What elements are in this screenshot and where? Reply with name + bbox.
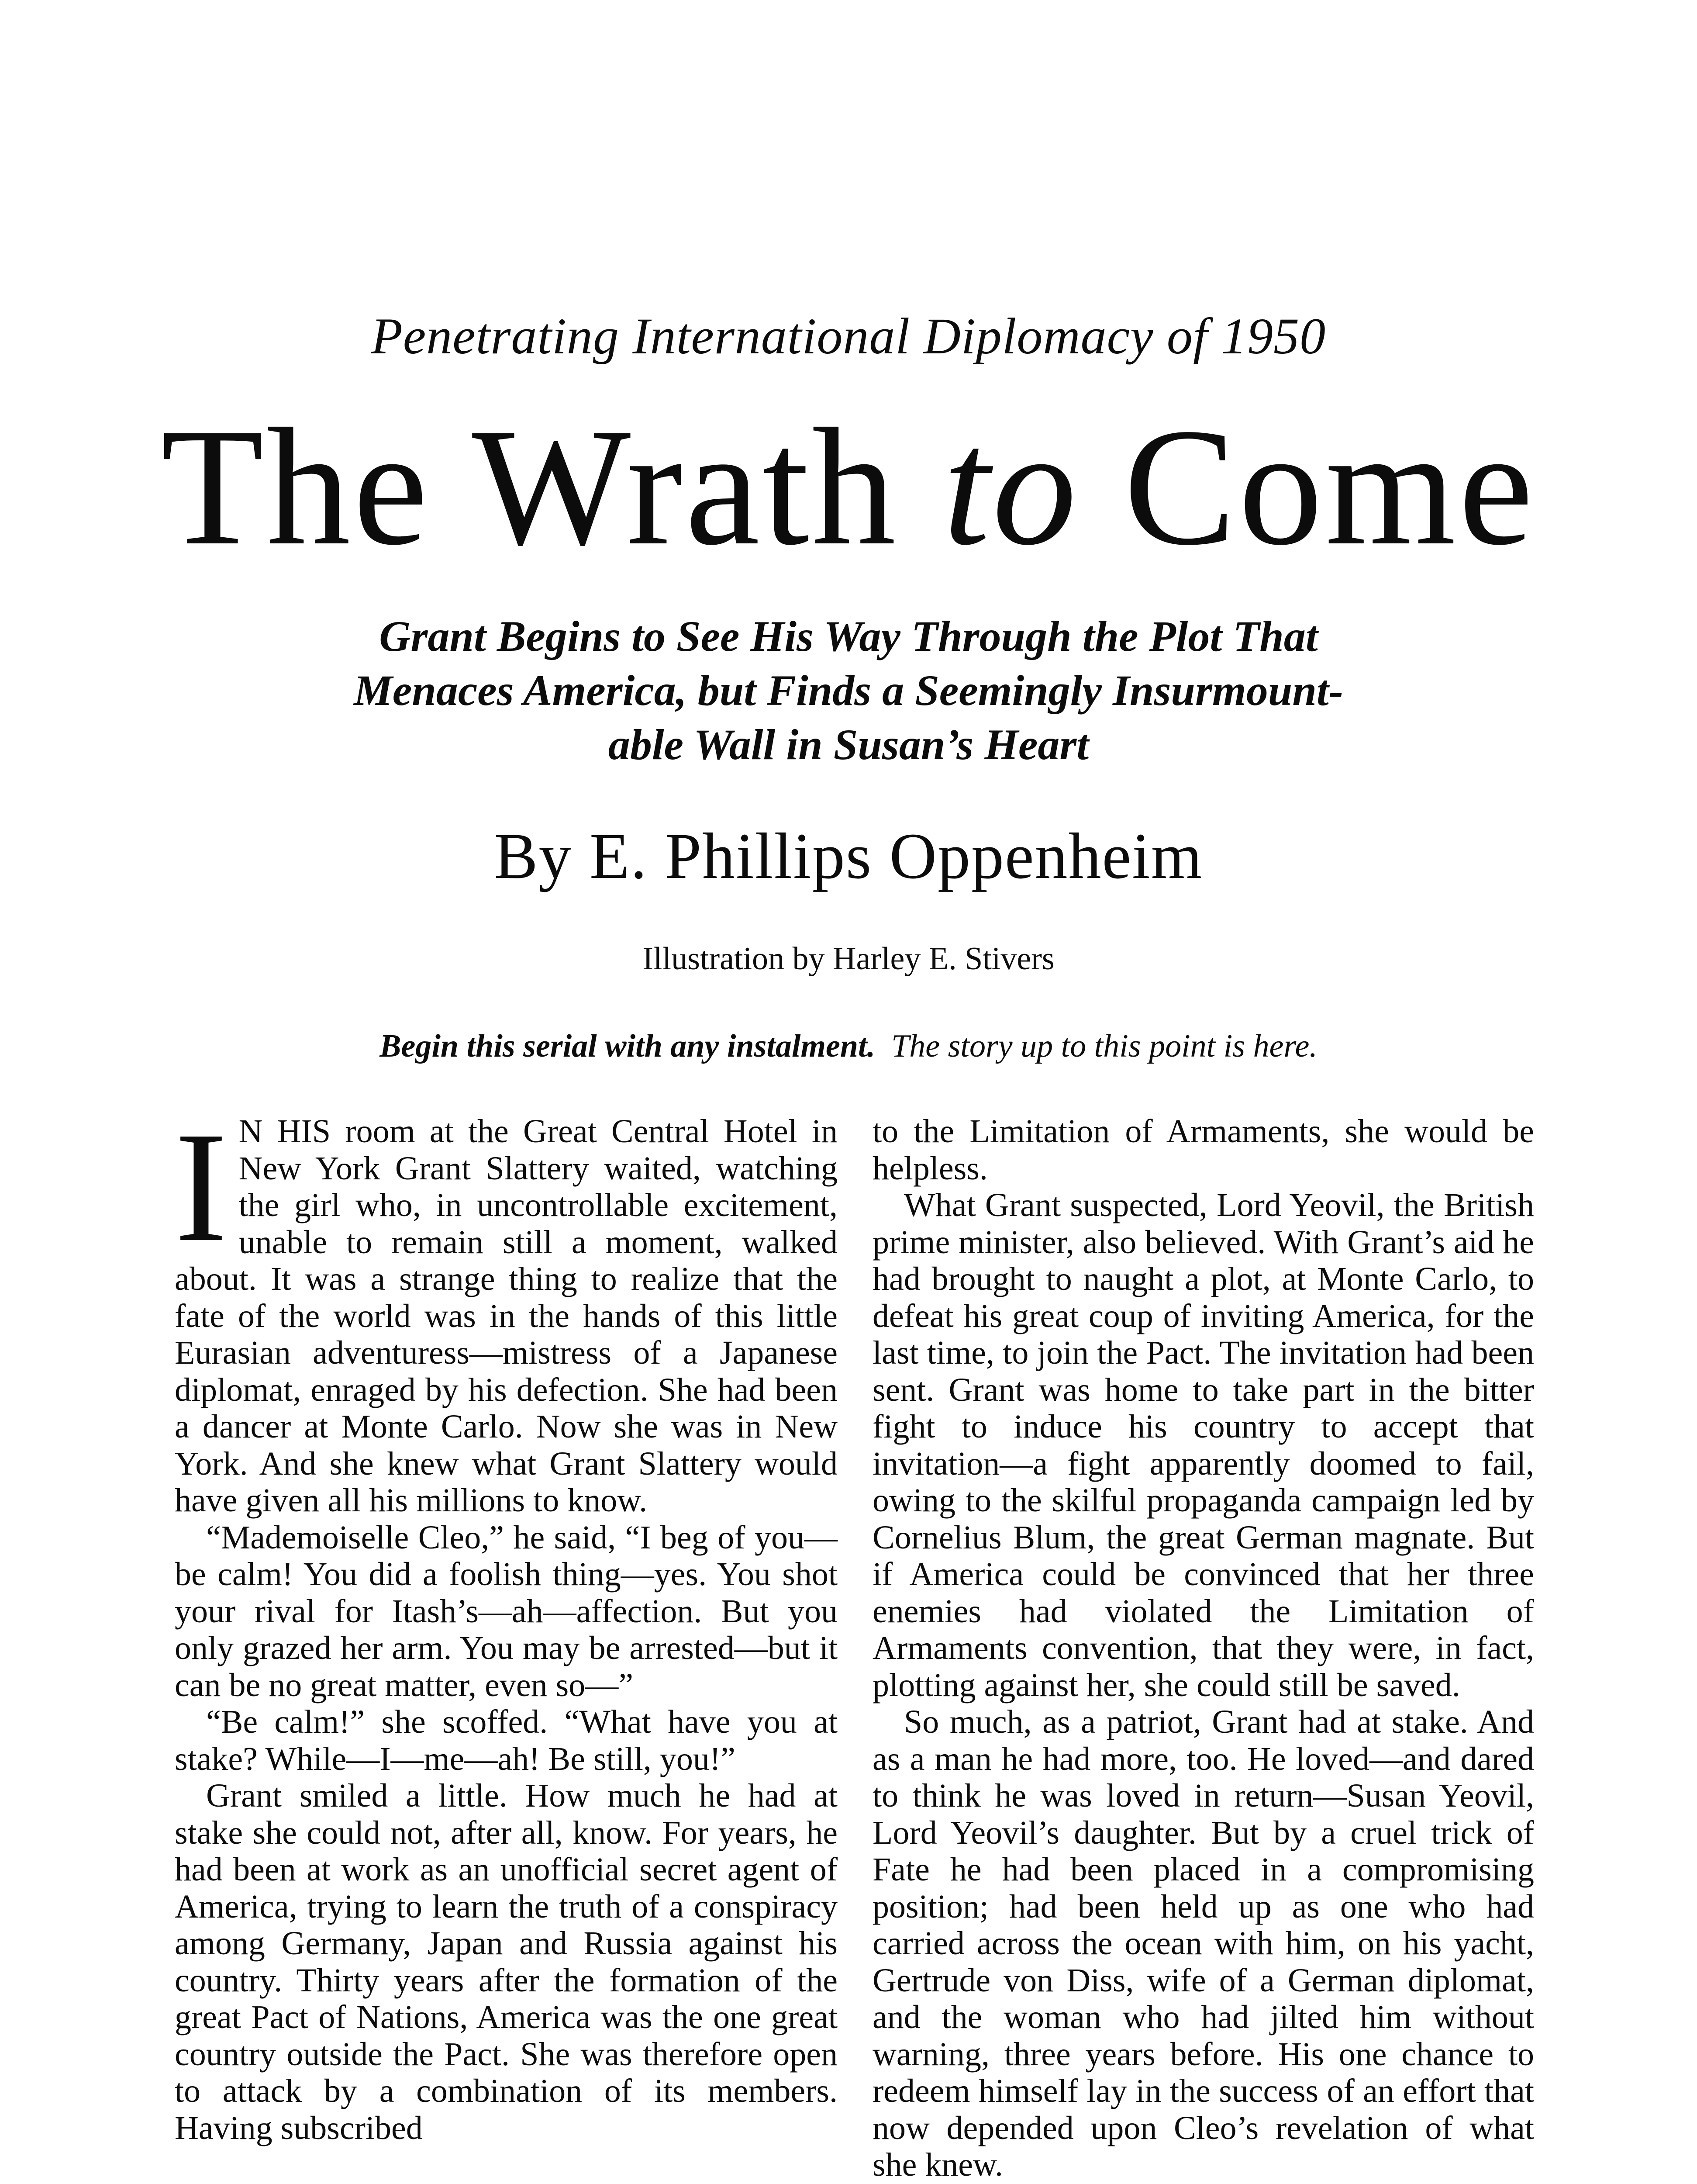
body-paragraph: to the Limitation of Armaments, she would be helpless. (873, 1113, 1534, 1187)
title-part-1: The Wrath (161, 394, 899, 580)
body-paragraph: “Be calm!” she scoffed. “What have you at stake? While—I—me—ah! Be still, you!” (175, 1704, 838, 1777)
synopsis-note (0, 1026, 1697, 1066)
author-byline: By E. Phillips Oppenheim (494, 820, 1203, 892)
subtitle-deck (0, 609, 1697, 772)
title-part-3: Come (1124, 394, 1536, 580)
left-text-column (175, 1099, 838, 2146)
body-paragraph (175, 1099, 838, 1519)
title-part-2: to (943, 394, 1080, 580)
deck-line: Menaces America, but Finds a Seemingly Insurmount- (353, 666, 1344, 715)
paragraph-text: N HIS room at the Great Central Hotel in New York Grant Slattery waited, watching the girl who, in uncontrollable excitement, unable to remain still a moment, walked about. It was a strange thing to realize that the fate of the world was in the hands of this little Eurasian adventuress—mistress of a Japanese diplomat, enraged by his defection. She had been a dancer at Monte Carlo. Now she was in New York. And she knew what Grant Slattery would have given all his millions to know. (175, 1113, 838, 1519)
kicker-line: Penetrating International Diplomacy of 1950 (371, 308, 1326, 365)
story-title (0, 395, 1697, 579)
deck-line: Grant Begins to See His Way Through the Plot That (379, 612, 1318, 660)
body-paragraph: Grant smiled a little. How much he had at stake she could not, after all, know. For years, he had been at work as an unofficial secret agent of America, trying to learn the truth of a conspiracy among Germany, Japan and Russia against his country. Thirty years after the formation of the great Pact of Nations, America was the one great country outside the Pact. She was therefore open to attack by a combination of its members. Having subscribed (175, 1777, 838, 2146)
illustration-credit: Illustration by Harley E. Stivers (642, 941, 1055, 977)
deck-line: able Wall in Susan’s Heart (608, 720, 1089, 769)
body-paragraph: What Grant suspected, Lord Yeovil, the British prime minister, also believed. With Grant’s aid he had brought to naught a plot, at Monte Carlo, to defeat his great coup of inviting America, for the last time, to join the Pact. The invitation had been sent. Grant was home to take part in the bitter fight to induce his country to accept that invitation—a fight apparently doomed to fail, owing to the skilful propaganda campaign led by Cornelius Blum, the great German magnate. But if America could be convinced that her three enemies had violated the Limitation of Armaments convention, that they were, in fact, plotting against her, she could still be saved. (873, 1187, 1534, 1704)
body-paragraph: “Mademoiselle Cleo,” he said, “I beg of you—be calm! You did a foolish thing—yes. You shot your rival for Itash’s—ah—affection. But you only grazed her arm. You may be arrested—but it can be no great matter, even so—” (175, 1519, 838, 1704)
drop-cap: I (175, 1099, 228, 1275)
body-paragraph: So much, as a patriot, Grant had at stake. And as a man he had more, too. He loved—and dared to think he was loved in return—Susan Yeovil, Lord Yeovil’s daughter. But by a cruel trick of Fate he had been placed in a compromising position; had been held up as one who had carried across the ocean with him, on his yacht, Gertrude von Diss, wife of a German diplomat, and the woman who had jilted him without warning, three years before. His one chance to redeem himself lay in the success of an effort that now depended upon Cleo’s revelation of what she knew. (873, 1704, 1534, 2183)
right-text-column (873, 1113, 1534, 2184)
synopsis-note-bold: Begin this serial with any instalment. (379, 1028, 876, 1064)
synopsis-note-rest: The story up to this point is here. (891, 1028, 1318, 1064)
